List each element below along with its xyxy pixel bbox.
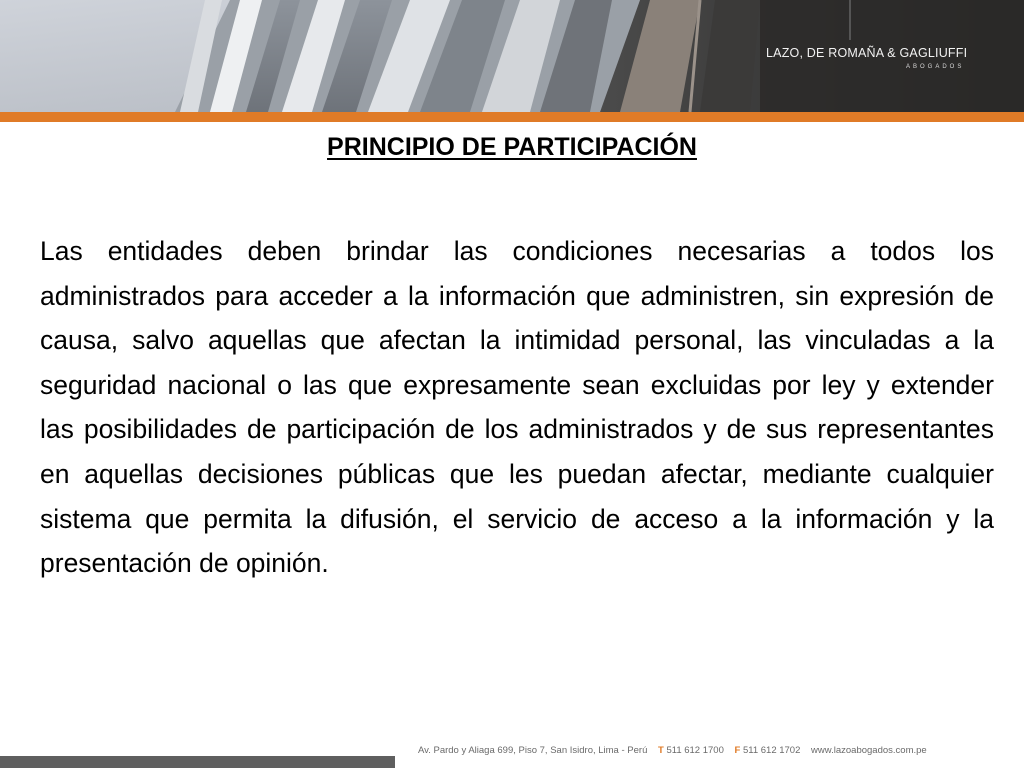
brand-logo (766, 46, 1006, 70)
brand-subtitle: ABOGADOS (906, 64, 965, 70)
brand-name: LAZO, DE ROMAÑA & GAGLIUFFI (766, 46, 968, 60)
slide-body-paragraph: Las entidades deben brindar las condiciones necesarias a todos los administrados para acceder a la información que administren, sin expresión de causa, salvo aquellas que afectan la intimidad personal, las vinculadas a la seguridad nacional o las que expresamente sean excluidas por ley y extender las posibilidades de participación de los administrados y de sus representantes en aquellas decisiones públicas que les puedan afectar, mediante cualquier sistema que permita la difusión, el servicio de acceso a la información y la presentación de opinión. (40, 236, 994, 579)
footer-fax-label: F (734, 745, 741, 756)
footer-phone: 511 612 1700 (666, 745, 724, 756)
header-banner (0, 0, 1024, 112)
footer-address: Av. Pardo y Aliaga 699, Piso 7, San Isidro, Lima - Perú (418, 745, 648, 756)
footer-phone-label: T (658, 745, 664, 756)
header-accent-stripe (0, 112, 1024, 122)
footer-contact (418, 745, 1018, 756)
slide-title (0, 133, 1024, 162)
slide-title-text: PRINCIPIO DE PARTICIPACIÓN (327, 133, 697, 161)
footer-fax: 511 612 1702 (742, 745, 801, 756)
footer-website-link[interactable]: www.lazoabogados.com.pe (811, 745, 927, 756)
footer-bar (0, 756, 395, 768)
